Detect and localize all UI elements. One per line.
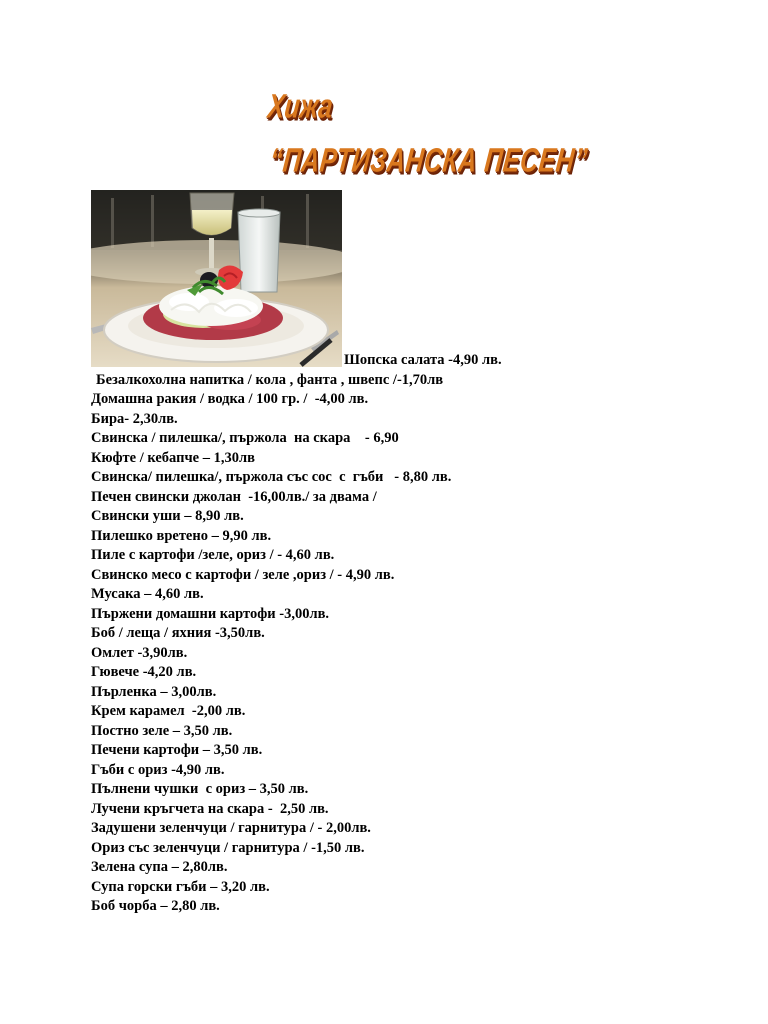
menu-list (91, 351, 502, 917)
menu-item: Печени картофи – 3,50 лв. (91, 742, 263, 758)
menu-item: Свинска/ пилешка/, пържола със сос с гъби - 8,80 лв. (91, 469, 452, 485)
menu-item: Боб / леща / яхния -3,50лв. (91, 625, 265, 641)
menu-item: Шопска салата -4,90 лв. (344, 352, 502, 368)
menu-item: Омлет -3,90лв. (91, 644, 188, 661)
menu-item: Зелена супа – 2,80лв. (91, 859, 228, 875)
menu-item: Лучени кръгчета на скара - 2,50 лв. (91, 800, 329, 817)
menu-item: Безалкохолна напитка / кола , фанта , швепс /-1,70лв (96, 371, 444, 388)
menu-item: Пълнени чушки с ориз – 3,50 лв. (91, 781, 309, 797)
menu-item: Пиле с картофи /зеле, ориз / - 4,60 лв. (91, 547, 335, 563)
menu-item: Задушени зеленчуци / гарнитура / - 2,00лв. (91, 820, 371, 836)
menu-item: Боб чорба – 2,80 лв. (91, 898, 220, 914)
menu-item: Свинско месо с картофи / зеле ,ориз / - 4,90 лв. (91, 566, 395, 583)
menu-item: Печен свински джолан -16,00лв./ за двама / (91, 488, 377, 505)
menu-item: Гъби с ориз -4,90 лв. (91, 761, 225, 778)
menu-item: Пилешко вретено – 9,90 лв. (91, 527, 272, 544)
menu-item: Домашна ракия / водка / 100 гр. / -4,00 лв. (91, 391, 369, 407)
menu-item: Супа горски гъби – 3,20 лв. (91, 878, 270, 895)
menu-item: Свинска / пилешка/, пържола на скара - 6,90 (91, 430, 399, 446)
menu-item: Кюфте / кебапче – 1,30лв (91, 449, 255, 466)
menu-item: Ориз със зеленчуци / гарнитура / -1,50 лв. (91, 839, 365, 856)
menu-item: Пържени домашни картофи -3,00лв. (91, 605, 330, 622)
menu-item: Гювече -4,20 лв. (91, 664, 197, 680)
menu-item: Мусака – 4,60 лв. (91, 586, 204, 602)
menu-item: Постно зеле – 3,50 лв. (91, 722, 233, 739)
shopska-salad-photo (91, 190, 342, 367)
title-line-2: “ПАРТИЗАНСКА ПЕСЕН” (268, 142, 590, 180)
menu-item: Пърленка – 3,00лв. (91, 683, 217, 700)
menu-item: Свински уши – 8,90 лв. (91, 508, 244, 524)
title-line-1: Хижа (266, 88, 335, 126)
menu-item: Бира- 2,30лв. (91, 410, 178, 427)
menu-item: Крем карамел -2,00 лв. (91, 703, 246, 719)
